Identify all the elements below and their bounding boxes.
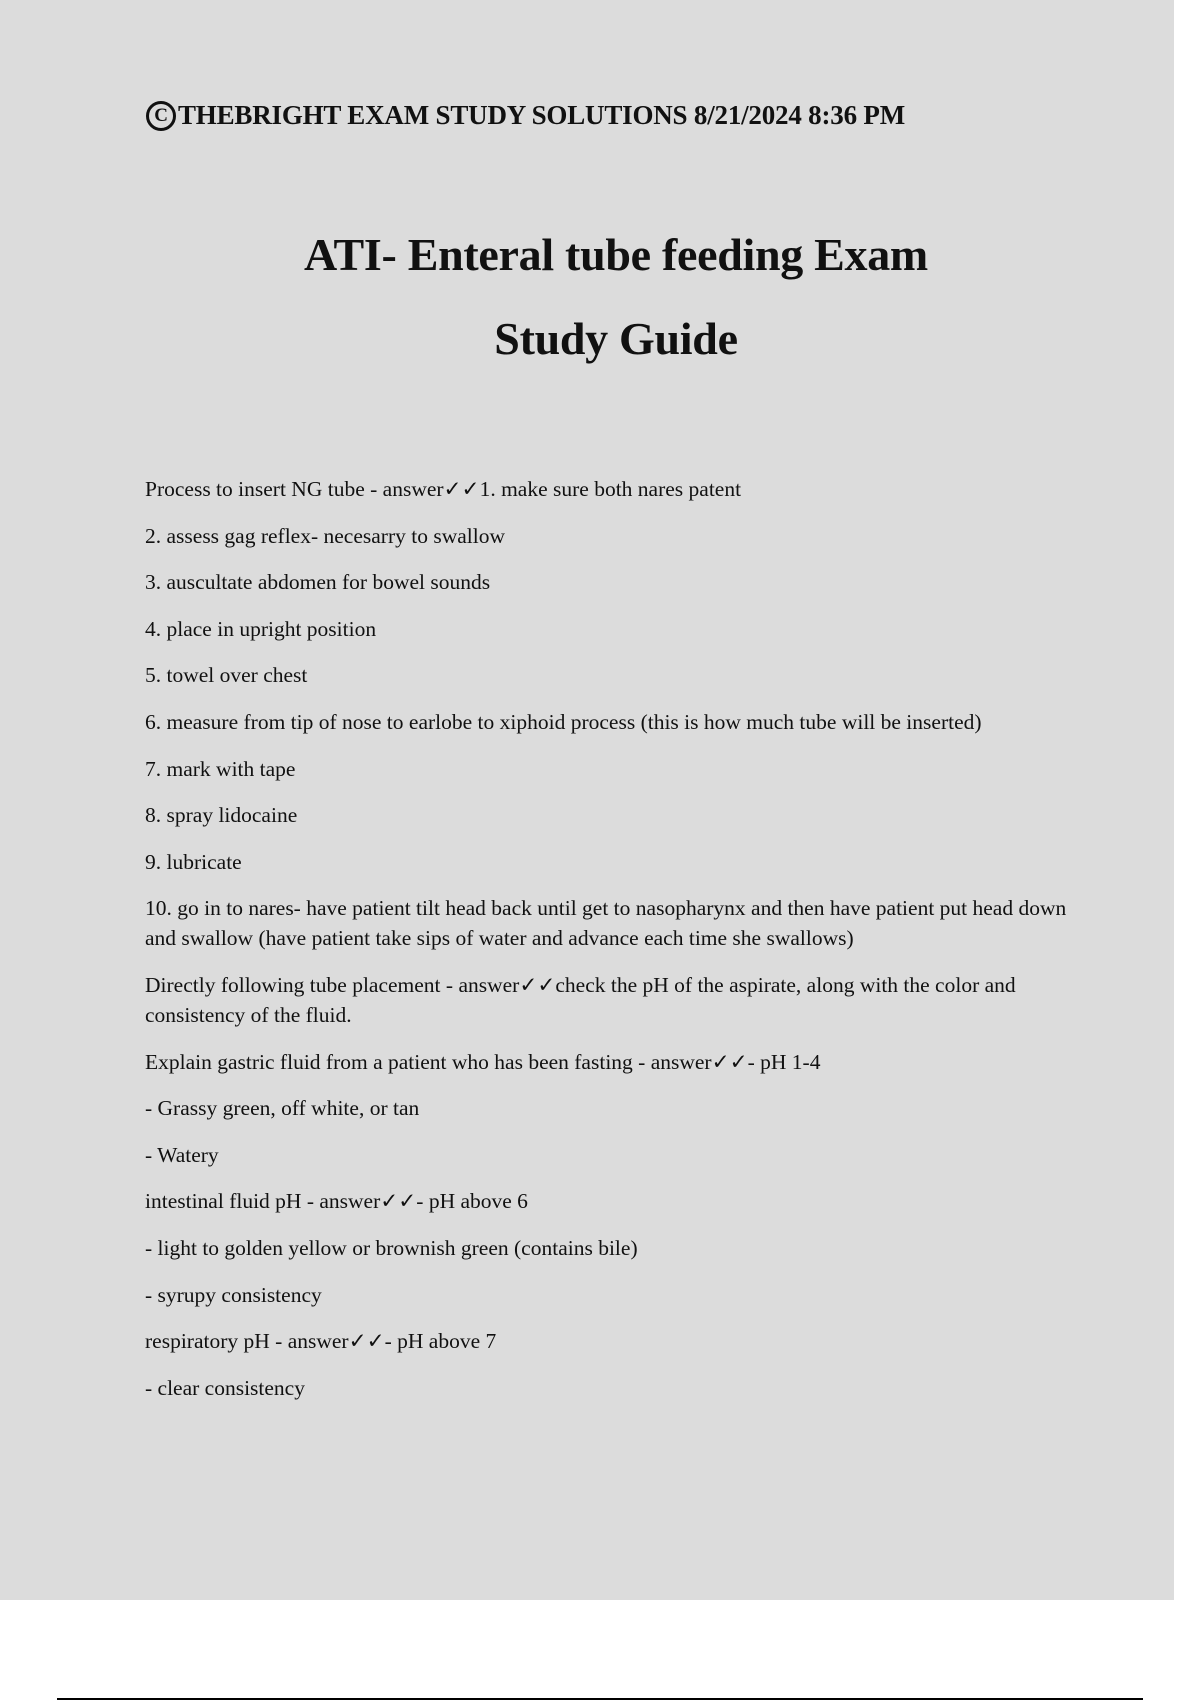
body-paragraph: 6. measure from tip of nose to earlobe to xiphoid process (this is how much tube will be inserted) <box>145 709 982 734</box>
body-paragraph: 2. assess gag reflex- necesarry to swallow <box>145 523 505 548</box>
body-paragraph: 7. mark with tape <box>145 756 296 781</box>
document-title-line-1: ATI- Enteral tube feeding Exam <box>304 229 928 280</box>
body-paragraph: respiratory pH - answer✓✓- pH above 7 <box>145 1329 497 1354</box>
body-paragraph: 4. place in upright position <box>145 616 377 641</box>
body-paragraph: 10. go in to nares- have patient tilt head back until get to nasopharynx and then have patient put head down and swallow (have patient take sips of water and advance each time she swallows) <box>145 896 1072 951</box>
body-paragraph: Directly following tube placement - answer✓✓check the pH of the aspirate, along with the color and consistency of the fluid. <box>145 972 1022 1027</box>
document-body <box>145 474 1095 1419</box>
body-paragraph: 9. lubricate <box>145 849 242 874</box>
body-paragraph: - Grassy green, off white, or tan <box>145 1096 420 1121</box>
body-paragraph: - clear consistency <box>145 1375 305 1400</box>
header-text: THEBRIGHT EXAM STUDY SOLUTIONS 8/21/2024 8:36 PM <box>178 100 905 130</box>
document-header <box>146 100 905 131</box>
body-paragraph: Explain gastric fluid from a patient who has been fasting - answer✓✓- pH 1-4 <box>145 1049 821 1074</box>
body-paragraph: intestinal fluid pH - answer✓✓- pH above 6 <box>145 1189 528 1214</box>
body-paragraph: Process to insert NG tube - answer✓✓1. make sure both nares patent <box>145 477 742 501</box>
body-paragraph: - syrupy consistency <box>145 1282 322 1307</box>
body-paragraph: - light to golden yellow or brownish green (contains bile) <box>145 1235 638 1260</box>
body-paragraph: 5. towel over chest <box>145 663 308 688</box>
copyright-icon: C <box>146 101 176 131</box>
body-paragraph: - Watery <box>145 1142 219 1167</box>
document-title-line-2: Study Guide <box>494 313 738 364</box>
body-paragraph: 8. spray lidocaine <box>145 803 298 828</box>
body-paragraph: 3. auscultate abdomen for bowel sounds <box>145 570 491 595</box>
